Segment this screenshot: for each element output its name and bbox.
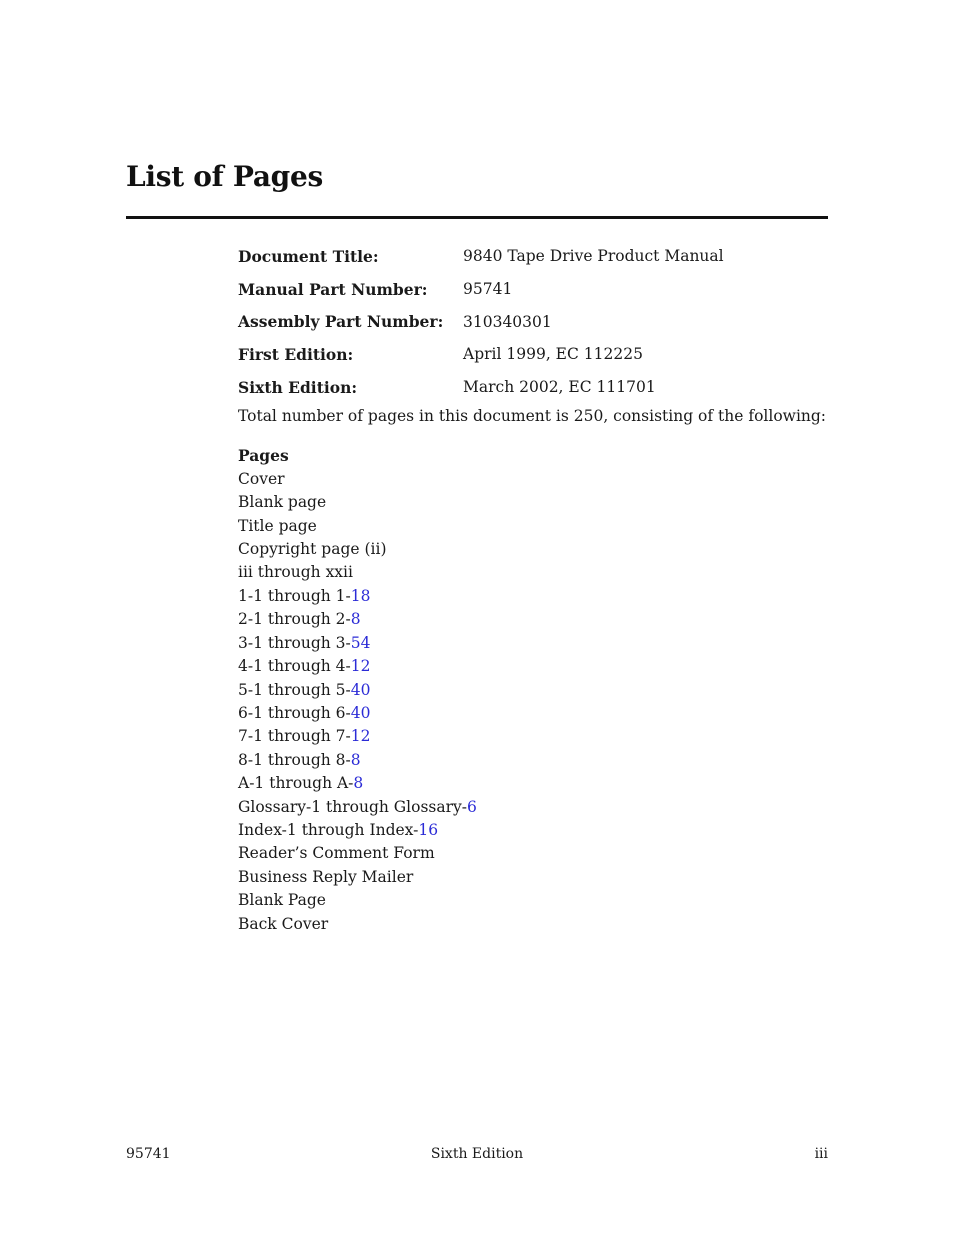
page-range-text: Blank page (238, 493, 327, 512)
info-label: Manual Part Number: (238, 279, 428, 299)
page-list-item (238, 796, 828, 819)
info-value: April 1999, EC 112225 (463, 345, 643, 364)
page-list-item (238, 702, 828, 725)
document-info-table (238, 240, 828, 403)
page-list-item (238, 632, 828, 655)
title-divider (126, 216, 828, 219)
page-link[interactable]: 8 (350, 610, 361, 629)
page-range-text: 6-1 through 6- (238, 703, 351, 722)
info-label: Sixth Edition: (238, 377, 358, 397)
page-range-text: Index-1 through Index- (238, 820, 419, 839)
pages-header: Pages (238, 446, 289, 466)
page-list-item (238, 491, 828, 514)
page-list-item (238, 515, 828, 538)
page-list-item (238, 608, 828, 631)
info-row-document-title (238, 240, 828, 273)
page-range-text: 1-1 through 1- (238, 586, 351, 605)
page-list-item (238, 913, 828, 936)
page-list-item (238, 585, 828, 608)
page-link[interactable]: 12 (350, 727, 371, 746)
page-list-item (238, 468, 828, 491)
document-content (238, 240, 828, 936)
info-row-sixth-edition (238, 371, 828, 404)
page-range-text: Copyright page (ii) (238, 540, 387, 559)
page-list-item (238, 866, 828, 889)
page-link[interactable]: 40 (350, 680, 371, 699)
page-range-text: Glossary-1 through Glossary- (238, 797, 468, 816)
page-list-item (238, 749, 828, 772)
page-range-text: A-1 through A- (238, 774, 354, 793)
page-title: List of Pages (126, 160, 323, 193)
info-value: March 2002, EC 111701 (463, 378, 656, 397)
page-list-item (238, 679, 828, 702)
page-list-item (238, 655, 828, 678)
page-list-item (238, 538, 828, 561)
page-list-item (238, 819, 828, 842)
page-range-text: 8-1 through 8- (238, 750, 351, 769)
page-range-text: Business Reply Mailer (238, 867, 414, 886)
footer-edition: Sixth Edition (430, 1146, 524, 1162)
page-count-summary: Total number of pages in this document is 250, consisting of the following: (238, 407, 827, 426)
page-range-text: 5-1 through 5- (238, 680, 351, 699)
page-range-text: 3-1 through 3- (238, 633, 351, 652)
page-list (238, 468, 828, 936)
page-list-item (238, 772, 828, 795)
page-range-text: Reader’s Comment Form (238, 844, 435, 863)
page-link[interactable]: 8 (350, 750, 361, 769)
page-range-text: Cover (238, 469, 285, 488)
page-list-item (238, 561, 828, 584)
page-range-text: Back Cover (238, 914, 329, 933)
footer-page-number: iii (814, 1146, 828, 1162)
page-link[interactable]: 40 (350, 703, 371, 722)
info-label: Document Title: (238, 246, 379, 266)
info-row-assembly-part-number (238, 305, 828, 338)
page-range-text: Title page (238, 516, 317, 535)
info-label: First Edition: (238, 344, 354, 364)
page-list-item (238, 889, 828, 912)
page-link[interactable]: 54 (350, 633, 371, 652)
info-value: 310340301 (463, 312, 552, 331)
info-value: 9840 Tape Drive Product Manual (463, 247, 724, 266)
page-list-item (238, 725, 828, 748)
info-row-first-edition (238, 338, 828, 371)
page-range-text: 4-1 through 4- (238, 657, 351, 676)
page-range-text: 7-1 through 7- (238, 727, 351, 746)
page-link[interactable]: 6 (467, 797, 477, 816)
footer-part-number: 95741 (126, 1146, 171, 1162)
page-range-text: 2-1 through 2- (238, 610, 351, 629)
info-value: 95741 (463, 280, 513, 299)
page-range-text: Blank Page (238, 891, 326, 910)
page-list-item (238, 842, 828, 865)
page-link[interactable]: 18 (350, 586, 371, 605)
page-range-text: iii through xxii (238, 563, 353, 582)
page-link[interactable]: 16 (418, 820, 439, 839)
info-label: Assembly Part Number: (238, 312, 444, 332)
page-link[interactable]: 12 (350, 657, 371, 676)
page-link[interactable]: 8 (353, 774, 364, 793)
info-row-manual-part-number (238, 273, 828, 306)
